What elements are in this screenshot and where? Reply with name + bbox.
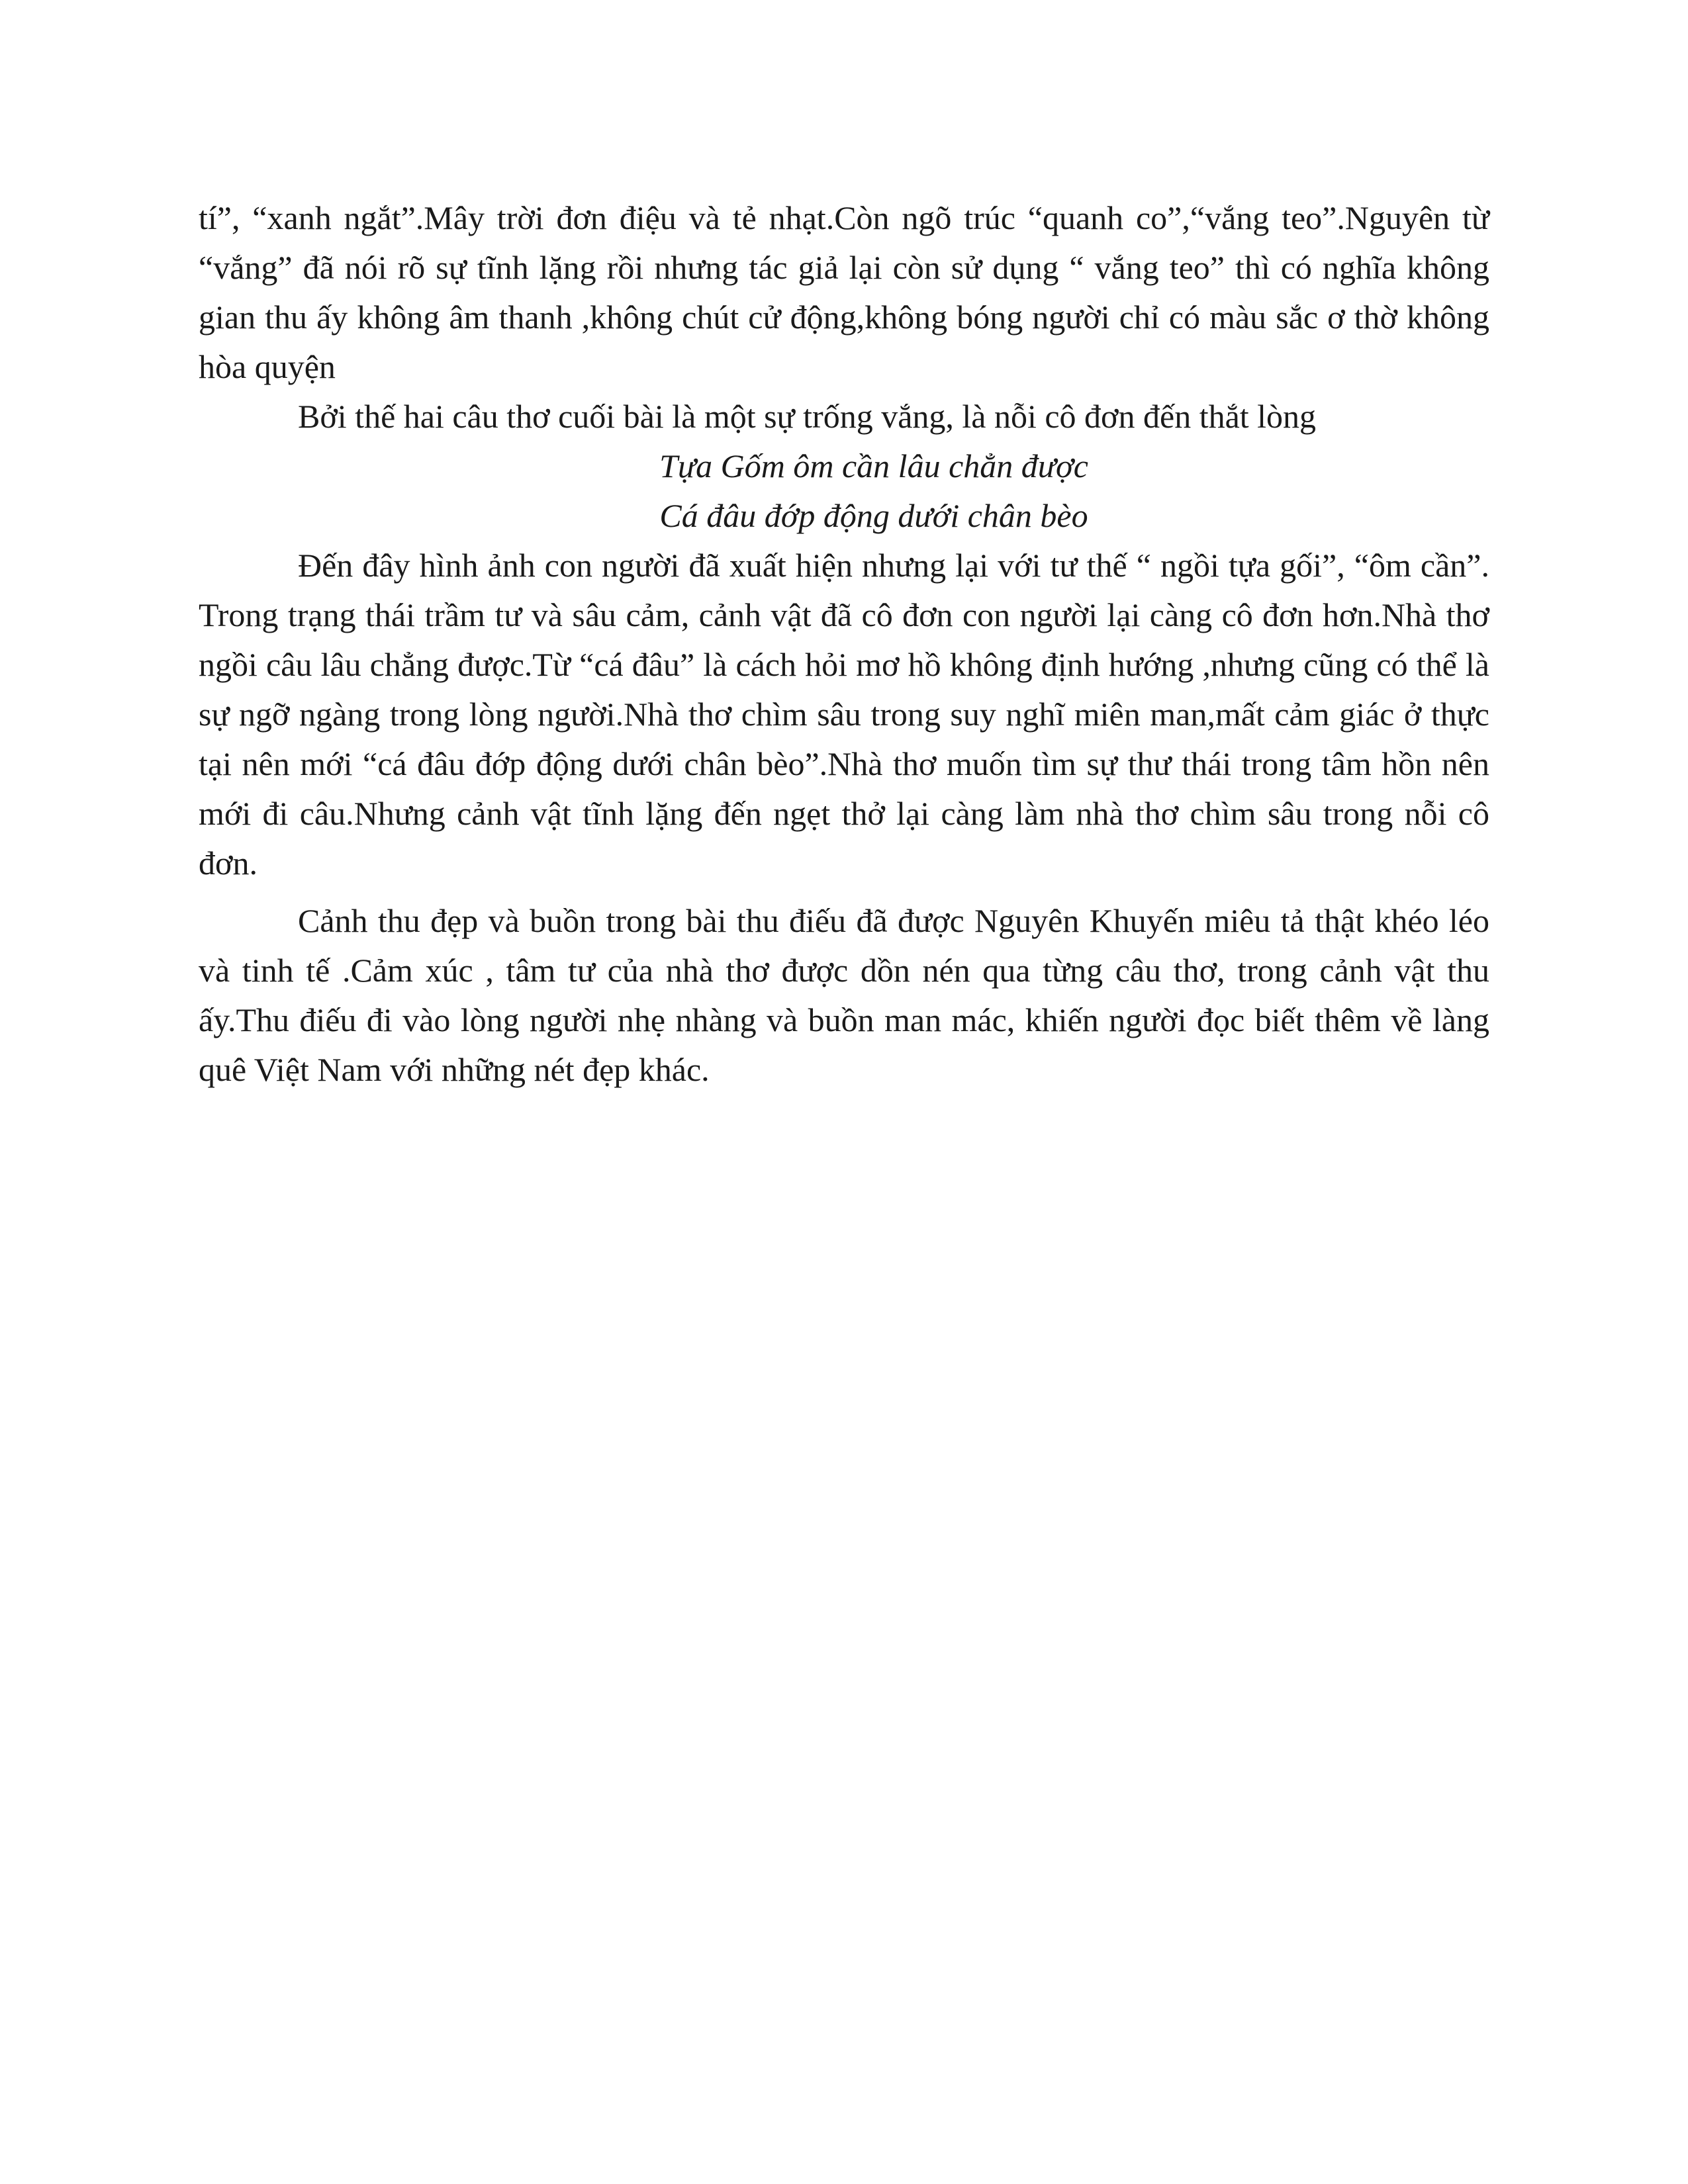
paragraph-conclusion: Cảnh thu đẹp và buồn trong bài thu điếu đã được Nguyên Khuyến miêu tả thật khéo léo và tinh tế .Cảm xúc , tâm tư của nhà thơ được dồn nén qua từng câu thơ, trong cảnh vật thu ấy.Thu điếu đi vào lòng người nhẹ nhàng và buồn man mác, khiến người đọc biết thêm về làng quê Việt Nam với những nét đẹp khác. [199,902,1489,1088]
paragraph-continued: tí”, “xanh ngắt”.Mây trời đơn điệu và tẻ nhạt.Còn ngõ trúc “quanh co”,“vắng teo”.Nguyên từ “vắng” đã nói rõ sự tĩnh lặng rồi nhưng tác giả lại còn sử dụng “ vắng teo” thì có nghĩa không gian thu ấy không âm thanh ,không chút cử động,không bóng người chỉ có màu sắc ơ thờ không hòa quyện [199,199,1489,385]
paragraph-transition: Bởi thế hai câu thơ cuối bài là một sự trống vắng, là nỗi cô đơn đến thắt lòng [298,398,1317,435]
verse-line-2: Cá đâu đớp động dưới chân bèo [659,497,1088,534]
paragraph-analysis: Đến đây hình ảnh con người đã xuất hiện nhưng lại với tư thế “ ngồi tựa gối”, “ôm cần”. Trong trạng thái trầm tư và sâu cảm, cảnh vật đã cô đơn con người lại càng cô đơn hơn.Nhà thơ ngồi câu lâu chẳng được.Từ “cá đâu” là cách hỏi mơ hồ không định hướng ,nhưng cũng có thể là sự ngỡ ngàng trong lòng người.Nhà thơ chìm sâu trong suy nghĩ miên man,mất cảm giác ở thực tại nên mới “cá đâu đớp động dưới chân bèo”.Nhà thơ muốn tìm sự thư thái trong tâm hồn nên mới đi câu.Nhưng cảnh vật tĩnh lặng đến ngẹt thở lại càng làm nhà thơ chìm sâu trong nỗi cô đơn. [199,547,1489,882]
verse-line-1: Tựa Gốm ôm cần lâu chẳn được [659,447,1088,484]
document-body [199,193,1489,1095]
